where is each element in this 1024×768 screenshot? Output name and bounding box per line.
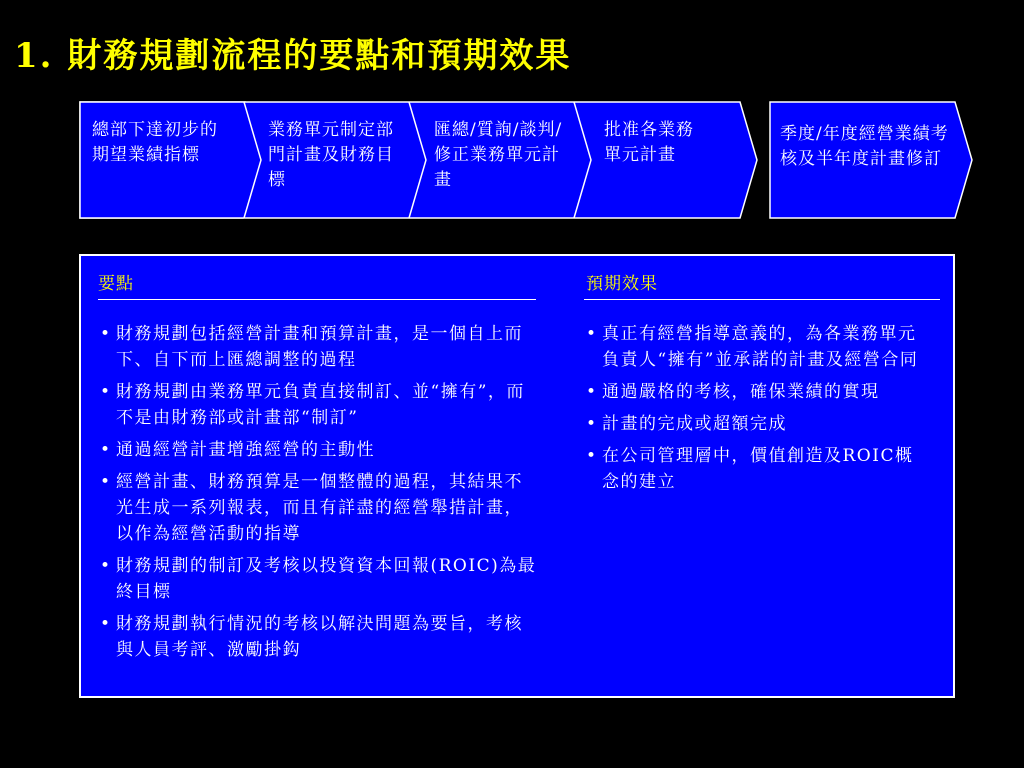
flow-step-3: 匯總/質詢/談判/修正業務單元計畫 xyxy=(434,120,563,190)
key-points-list xyxy=(100,321,538,669)
bullet-dot-icon: • xyxy=(100,614,112,634)
bullet-item xyxy=(586,411,926,437)
bullet-text: 財務規劃執行情況的考核以解決問題為要旨，考核與人員考評、激勵掛鈎 xyxy=(116,614,523,660)
bullet-dot-icon: • xyxy=(100,324,112,344)
bullet-dot-icon: • xyxy=(100,556,112,576)
bullet-text: 財務規劃由業務單元負責直接制訂、並“擁有”，而不是由財務部或計畫部“制訂” xyxy=(116,382,525,428)
bullet-dot-icon: • xyxy=(586,324,598,344)
bullet-item xyxy=(100,437,538,463)
expected-results-heading: 預期效果 xyxy=(586,274,658,294)
bullet-item xyxy=(100,469,538,547)
bullet-item xyxy=(586,443,926,495)
page-title: 1. 財務規劃流程的要點和預期效果 xyxy=(14,36,572,76)
expected-results-list xyxy=(586,321,926,501)
bullet-text: 財務規劃包括經營計畫和預算計畫，是一個自上而下、自下而上匯總調整的過程 xyxy=(116,324,523,370)
bullet-dot-icon: • xyxy=(586,382,598,402)
bullet-item xyxy=(100,611,538,663)
bullet-text: 經營計畫、財務預算是一個整體的過程，其結果不光生成一系列報表，而且有詳盡的經營舉措計畫，以作為經營活動的指導 xyxy=(116,472,523,544)
bullet-item xyxy=(100,379,538,431)
bullet-text: 真正有經營指導意義的，為各業務單元負責人“擁有”並承諾的計畫及經營合同 xyxy=(602,324,919,370)
flow-separate-step: 季度/年度經營業績考核及半年度計畫修訂 xyxy=(780,124,949,169)
bullet-dot-icon: • xyxy=(100,382,112,402)
bullet-item xyxy=(586,379,926,405)
bullet-text: 在公司管理層中，價值創造及ROIC概念的建立 xyxy=(602,446,914,492)
expected-results-rule xyxy=(584,299,940,300)
process-flow xyxy=(0,0,1024,230)
bullet-text: 通過經營計畫增強經營的主動性 xyxy=(116,440,375,460)
key-points-heading: 要點 xyxy=(98,274,134,294)
flow-step-1: 總部下達初步的期望業績指標 xyxy=(92,120,218,165)
bullet-item xyxy=(100,321,538,373)
bullet-dot-icon: • xyxy=(100,440,112,460)
bullet-text: 計畫的完成或超額完成 xyxy=(602,414,787,434)
bullet-item xyxy=(586,321,926,373)
key-points-rule xyxy=(98,299,536,300)
bullet-text: 通過嚴格的考核，確保業績的實現 xyxy=(602,382,880,402)
bullet-item xyxy=(100,553,538,605)
bullet-dot-icon: • xyxy=(100,472,112,492)
bullet-dot-icon: • xyxy=(586,446,598,466)
bullet-text: 財務規劃的制訂及考核以投資資本回報(ROIC)為最終目標 xyxy=(116,556,537,602)
flow-step-4: 批准各業務單元計畫 xyxy=(604,120,694,165)
bullet-dot-icon: • xyxy=(586,414,598,434)
flow-step-2: 業務單元制定部門計畫及財務目標 xyxy=(268,120,394,190)
content-panel xyxy=(79,254,955,698)
